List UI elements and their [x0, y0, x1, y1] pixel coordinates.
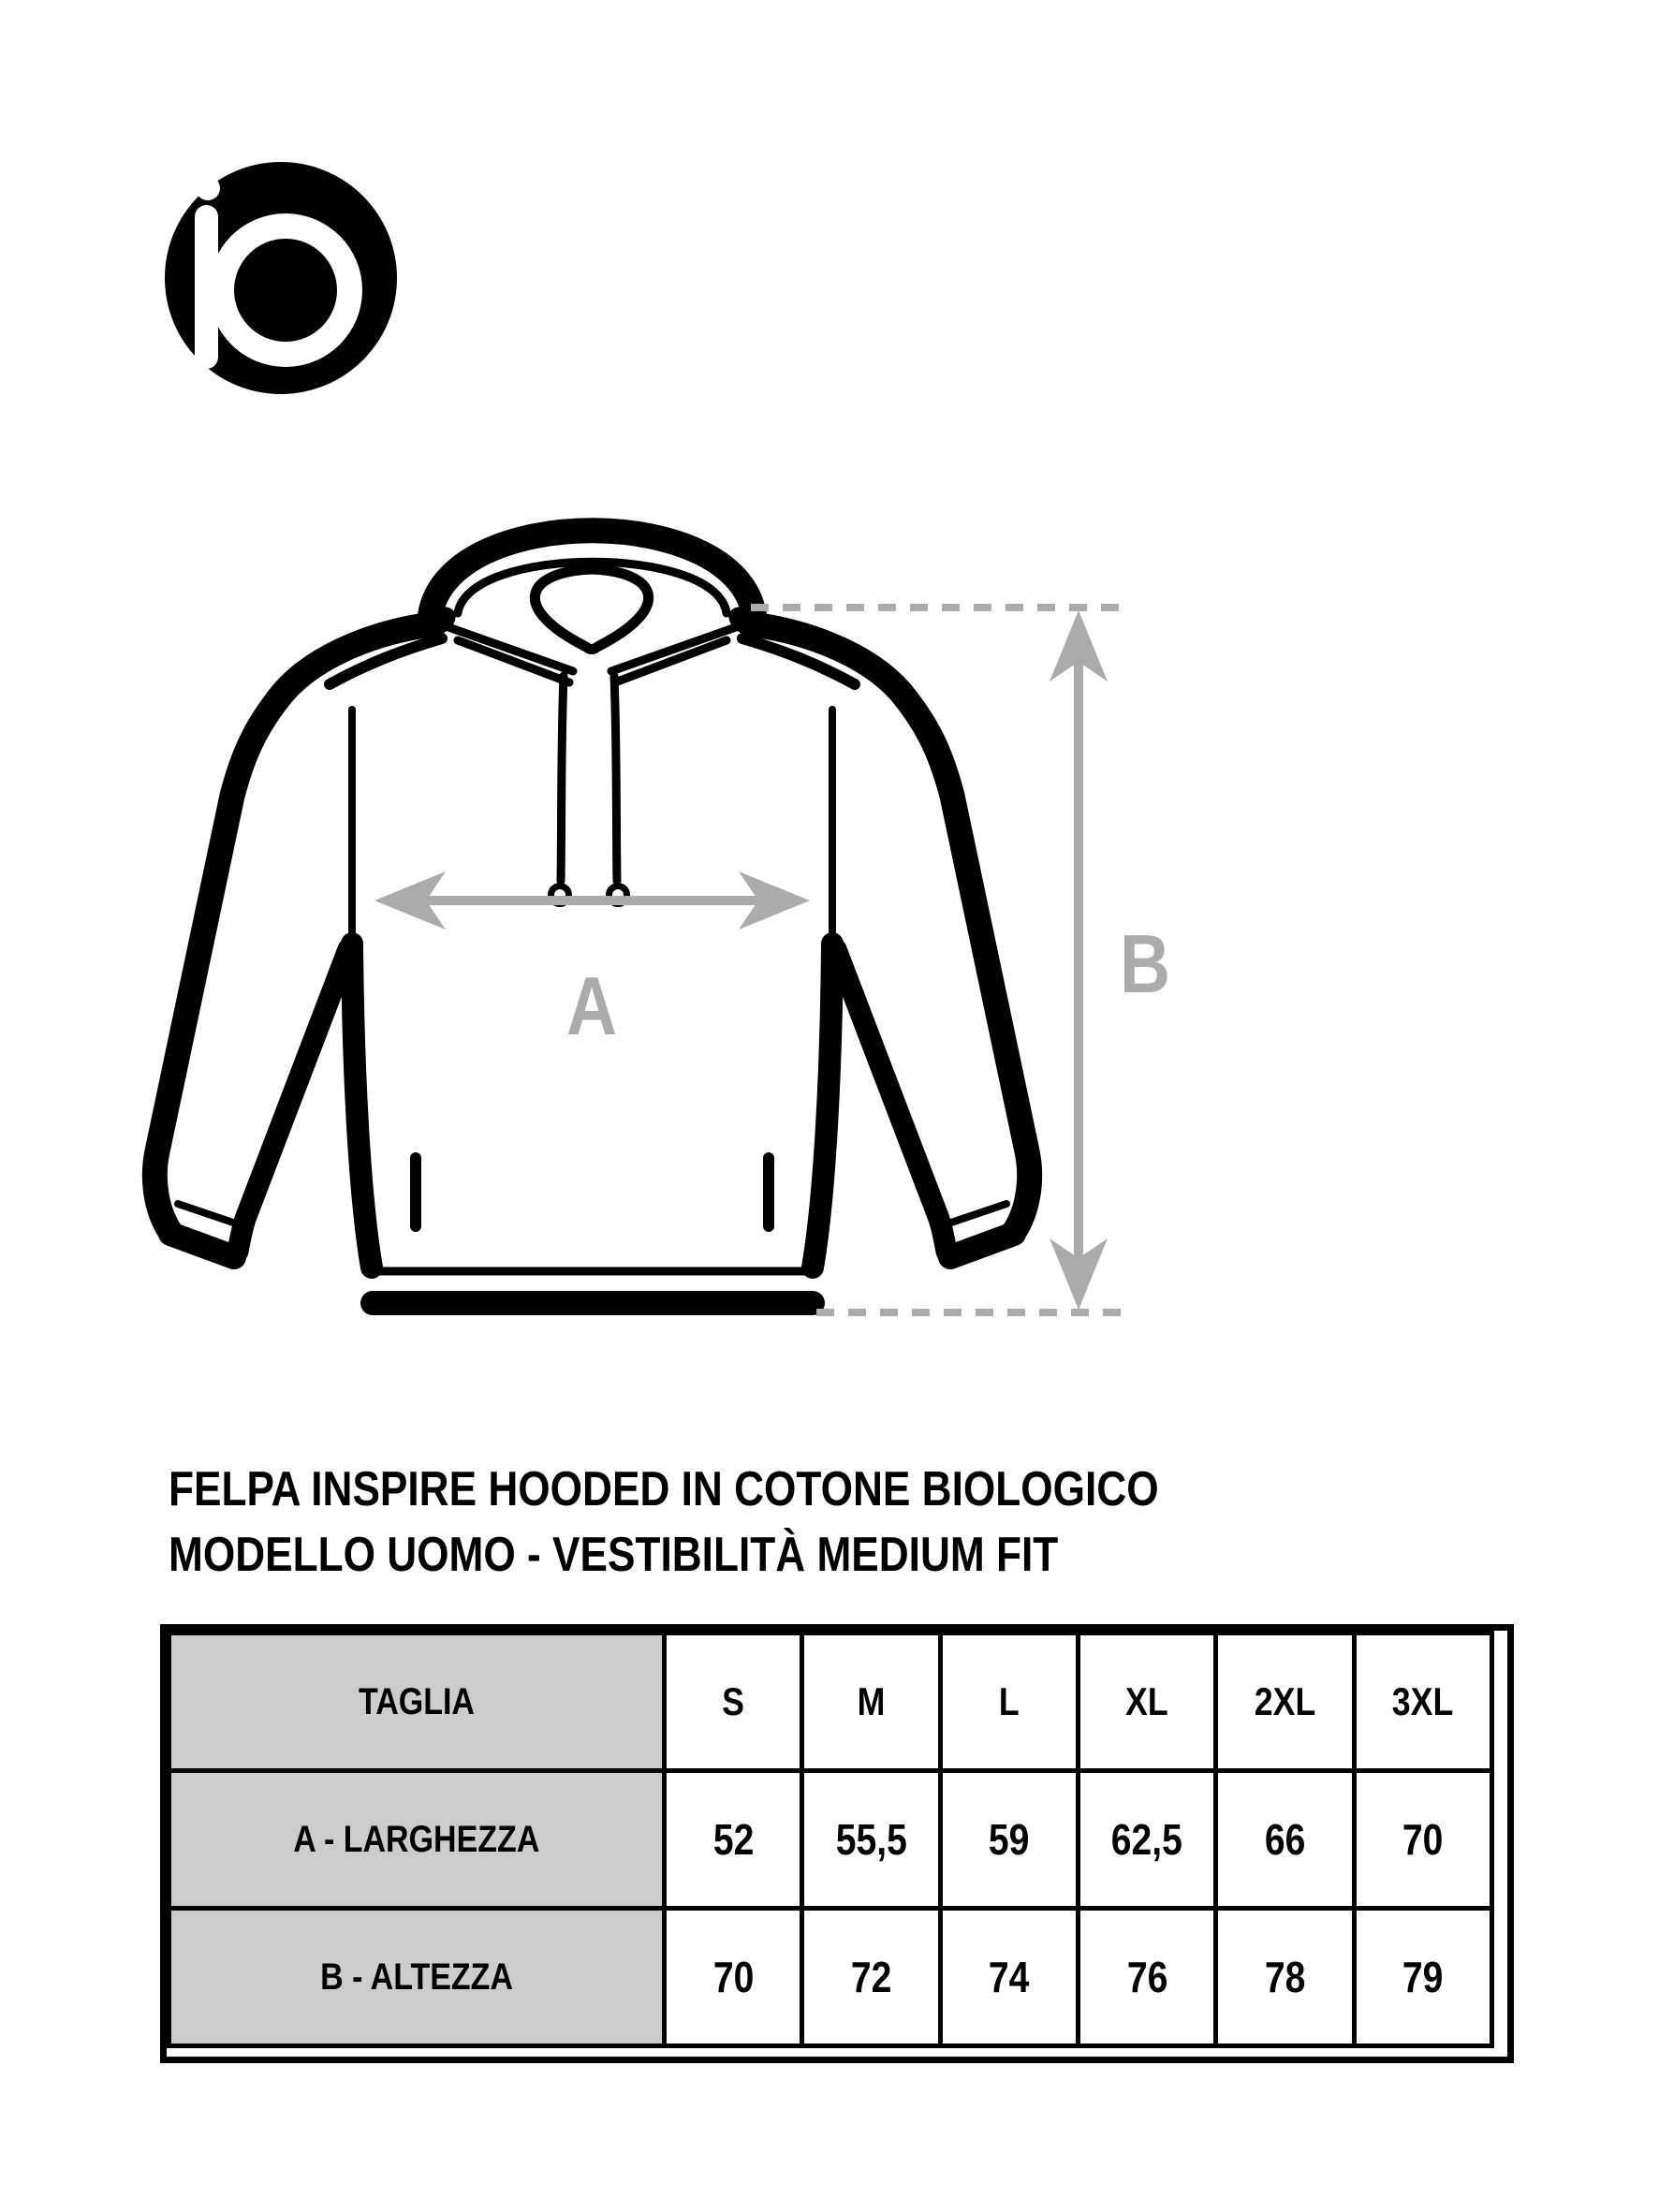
header-cell-xl: XL: [1078, 1633, 1215, 1771]
b-monogram-icon: [164, 161, 398, 395]
sleeve-outer-left: [154, 624, 432, 1232]
header-cell-s: S: [664, 1633, 801, 1771]
drawstring-left: [561, 676, 564, 881]
larghezza-l: 59: [940, 1771, 1078, 1909]
hoodie-drawing: [84, 487, 1189, 1348]
product-title-line1: FELPA INSPIRE HOODED IN COTONE BIOLOGICO: [169, 1462, 1159, 1516]
header-cell-2xl: 2XL: [1216, 1633, 1354, 1771]
row-label-larghezza: A - LARGHEZZA: [169, 1771, 665, 1909]
table-row-larghezza: [169, 1771, 1492, 1909]
sleeve-outer-right: [753, 624, 1030, 1232]
hoodie-measure-diagram: [84, 487, 1189, 1348]
cuff-right: [950, 1234, 1014, 1257]
height-label: B: [1120, 918, 1171, 1011]
table-row-altezza: [169, 1909, 1492, 2046]
width-label: A: [565, 960, 618, 1053]
header-cell-l: L: [940, 1633, 1078, 1771]
sleeve-inner-left: [238, 949, 348, 1252]
brand-logo: [164, 161, 398, 395]
header-cell-taglia: TAGLIA: [169, 1633, 665, 1771]
header-cell-m: M: [802, 1633, 940, 1771]
larghezza-2xl: 66: [1216, 1771, 1354, 1909]
row-label-altezza: B - ALTEZZA: [169, 1909, 665, 2046]
altezza-m: 72: [802, 1909, 940, 2046]
altezza-2xl: 78: [1216, 1909, 1354, 2046]
size-table: [167, 1631, 1494, 2048]
cuff-left: [170, 1234, 234, 1257]
larghezza-s: 52: [664, 1771, 801, 1909]
larghezza-xl: 62,5: [1078, 1771, 1215, 1909]
hood-outer-edge: [430, 531, 755, 620]
altezza-s: 70: [664, 1909, 801, 2046]
larghezza-3xl: 70: [1354, 1771, 1491, 1909]
product-title-line2: MODELLO UOMO - VESTIBILITÀ MEDIUM FIT: [169, 1528, 1059, 1582]
product-title: [169, 1457, 1479, 1588]
header-cell-3xl: 3XL: [1354, 1633, 1491, 1771]
altezza-l: 74: [940, 1909, 1078, 2046]
hoodie-outline: [154, 531, 1029, 1303]
altezza-xl: 76: [1078, 1909, 1215, 2046]
hood-face-opening: [535, 569, 648, 650]
sleeve-inner-right: [836, 949, 947, 1252]
larghezza-m: 55,5: [802, 1771, 940, 1909]
altezza-3xl: 79: [1354, 1909, 1491, 2046]
drawstring-right: [614, 676, 617, 881]
size-table-header-row: [169, 1633, 1492, 1771]
